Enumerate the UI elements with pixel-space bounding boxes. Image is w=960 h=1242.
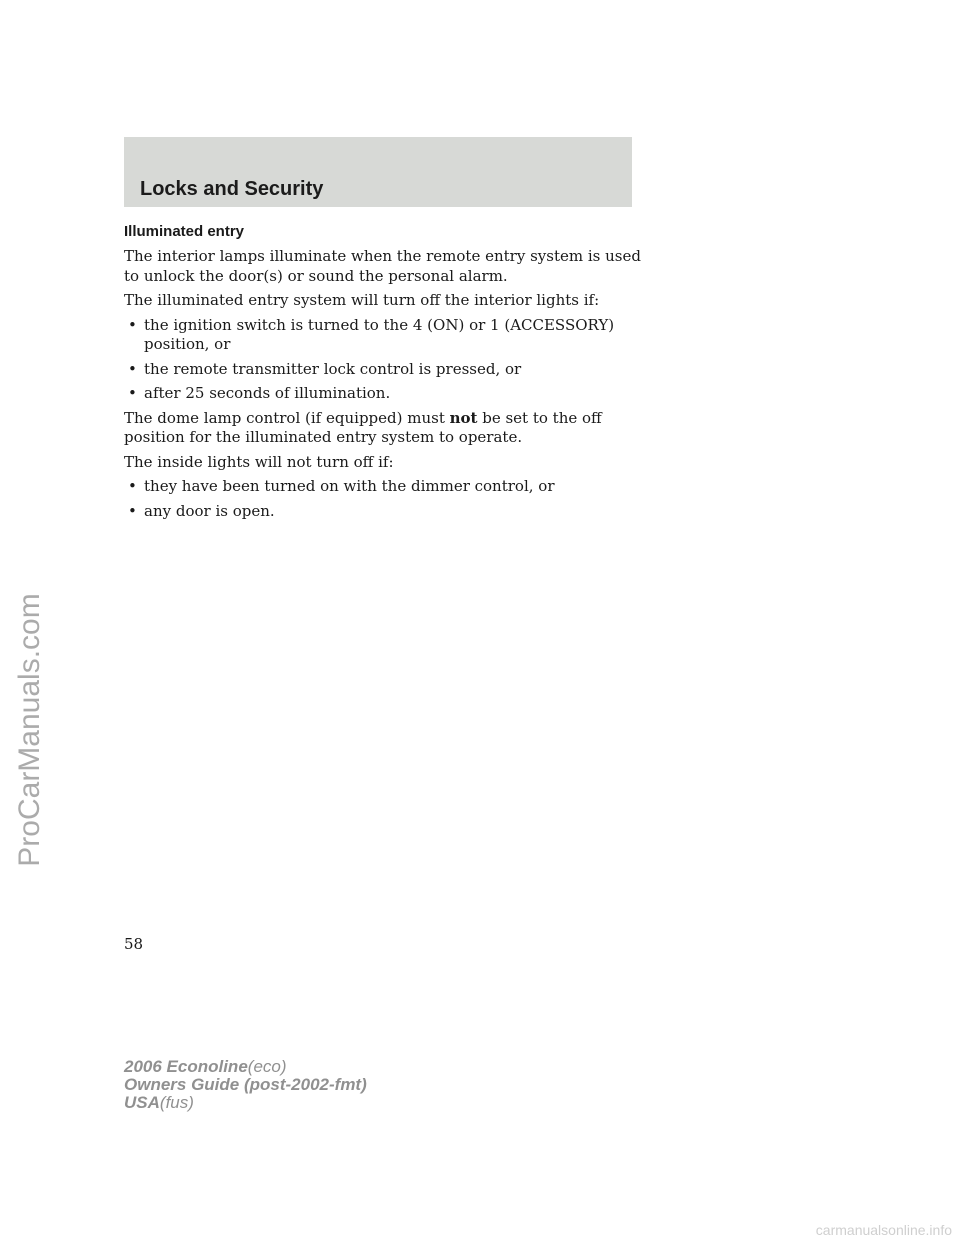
footer-line <box>124 1094 367 1112</box>
subheading: Illuminated entry <box>124 223 245 240</box>
list-item-text: after 25 seconds of illumination. <box>144 384 391 402</box>
bullet-icon: • <box>128 477 137 495</box>
list-item-text: they have been turned on with the dimmer control, or <box>144 477 555 495</box>
list-item <box>124 360 644 380</box>
emphasis-text: not <box>449 408 478 427</box>
list-item <box>124 502 644 522</box>
list-item <box>124 316 644 355</box>
list-item <box>124 384 644 404</box>
bullet-icon: • <box>128 384 137 402</box>
page-content <box>124 222 644 526</box>
footer-line: Owners Guide (post-2002-fmt) <box>124 1075 367 1094</box>
paragraph: The illuminated entry system will turn off the interior lights if: <box>124 291 600 309</box>
footer-region: USA <box>124 1093 160 1112</box>
paragraph-text: be set to the off position for the illuminated entry system to operate. <box>124 408 602 446</box>
side-watermark <box>8 510 52 950</box>
paragraph: The interior lamps illuminate when the remote entry system is used to unlock the door(s) or sound the personal alarm. <box>124 247 641 285</box>
bottom-watermark: carmanualsonline.info <box>815 1222 952 1238</box>
paragraph-text: The dome lamp control (if equipped) must <box>124 408 450 427</box>
footer-code: (eco) <box>247 1057 287 1076</box>
section-title: Locks and Security <box>140 178 324 200</box>
bullet-icon: • <box>128 501 137 520</box>
footer-code: (fus) <box>159 1093 194 1112</box>
document-footer <box>124 1058 367 1112</box>
footer-line <box>124 1058 367 1076</box>
list-item-text: any door is open. <box>144 501 275 520</box>
list-item-text: the ignition switch is turned to the 4 (ON) or 1 (ACCESSORY) position, or <box>144 315 615 353</box>
paragraph: The inside lights will not turn off if: <box>124 452 394 471</box>
bullet-icon: • <box>128 315 137 334</box>
watermark-text: ProCarManuals.com <box>13 593 46 867</box>
bullet-icon: • <box>128 359 137 378</box>
footer-model: 2006 Econoline <box>124 1057 248 1076</box>
list-item-text: the remote transmitter lock control is pressed, or <box>144 359 522 378</box>
page-number: 58 <box>124 935 144 953</box>
list-item <box>124 477 644 497</box>
paragraph <box>124 409 644 448</box>
